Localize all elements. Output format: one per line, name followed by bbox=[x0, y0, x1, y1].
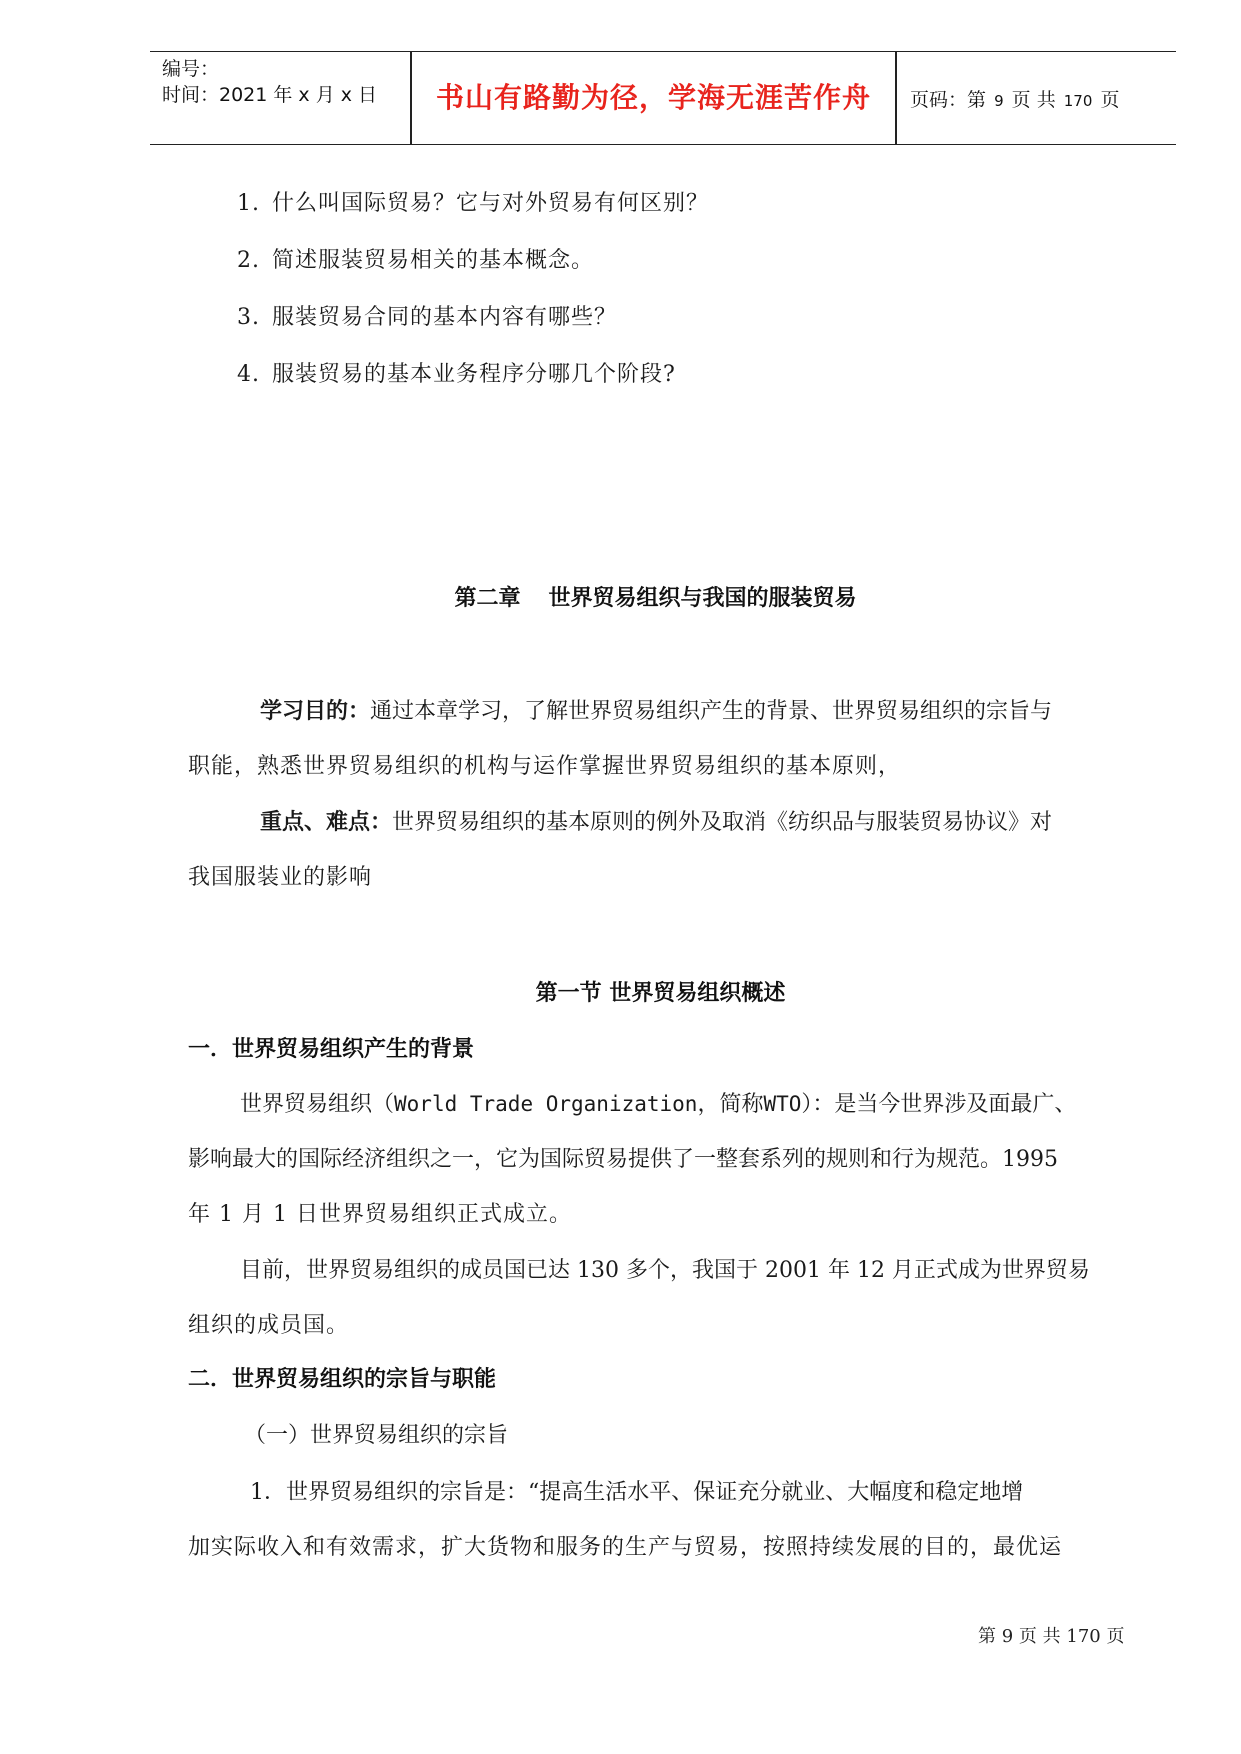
footer-page-current: 9 bbox=[1001, 1626, 1014, 1647]
page-label-mid: 页 共 bbox=[1011, 89, 1056, 111]
key-points-line: 我国服装业的影响 bbox=[188, 865, 373, 890]
key-points-label: 重点、难点： bbox=[260, 810, 393, 835]
paragraph-line: 目前，世界贸易组织的成员国已达 130 多个，我国于 2001 年 12 月正式成为世界贸易 bbox=[240, 1258, 1090, 1283]
paragraph-line: 1．世界贸易组织的宗旨是：“提高生活水平、保证充分就业、大幅度和稳定地增 bbox=[250, 1480, 1024, 1505]
page-label-suffix: 页 bbox=[1100, 89, 1120, 111]
header-motto: 书山有路勤为径，学海无涯苦作舟 bbox=[435, 81, 871, 114]
footer-page-total: 170 bbox=[1066, 1626, 1101, 1647]
paragraph-line: 年 1 月 1 日世界贸易组织正式成立。 bbox=[188, 1202, 572, 1227]
key-points-line: 重点、难点：世界贸易组织的基本原则的例外及取消《纺织品与服装贸易协议》对 bbox=[260, 810, 1053, 835]
header-page-number bbox=[910, 85, 1119, 112]
objectives-line: 学习目的：通过本章学习，了解世界贸易组织产生的背景、世界贸易组织的宗旨与 bbox=[260, 699, 1053, 724]
objectives-line: 职能，熟悉世界贸易组织的机构与运作掌握世界贸易组织的基本原则， bbox=[188, 754, 902, 779]
paragraph-line: 组织的成员国。 bbox=[188, 1313, 350, 1338]
chapter-title bbox=[0, 581, 1241, 612]
chapter-name: 世界贸易组织与我国的服装贸易 bbox=[548, 586, 857, 611]
paragraph-line: 世界贸易组织（World Trade Organization，简称WTO）：是当今世界涉及面最广、 bbox=[240, 1092, 1077, 1117]
page-current: 9 bbox=[994, 92, 1004, 110]
serial-label: 编号： bbox=[162, 58, 220, 80]
time-label: 时间：2021 年 x 月 x 日 bbox=[162, 84, 378, 106]
part-heading: 一．世界贸易组织产生的背景 bbox=[188, 1037, 475, 1062]
question-item: 2. 简述服装贸易相关的基本概念。 bbox=[237, 248, 595, 273]
section-title: 第一节 世界贸易组织概述 bbox=[535, 981, 786, 1006]
header-meta bbox=[162, 56, 377, 108]
objectives-label: 学习目的： bbox=[260, 699, 371, 724]
page-total: 170 bbox=[1063, 92, 1093, 110]
paragraph-line: 影响最大的国际经济组织之一，它为国际贸易提供了一整套系列的规则和行为规范。1995 bbox=[188, 1147, 1058, 1172]
sub-heading: （一）世界贸易组织的宗旨 bbox=[244, 1423, 509, 1448]
chapter-number: 第二章 bbox=[454, 586, 521, 611]
question-item: 1. 什么叫国际贸易？它与对外贸易有何区别？ bbox=[237, 191, 710, 216]
question-item: 3. 服装贸易合同的基本内容有哪些？ bbox=[237, 305, 618, 330]
page-label-prefix: 页码：第 bbox=[910, 89, 987, 111]
header-divider bbox=[895, 52, 897, 144]
page-footer: 第 9 页 共 170 页 bbox=[978, 1626, 1125, 1647]
page-header bbox=[150, 51, 1176, 145]
question-item: 4. 服装贸易的基本业务程序分哪几个阶段? bbox=[237, 362, 676, 387]
part-heading: 二．世界贸易组织的宗旨与职能 bbox=[188, 1367, 497, 1392]
paragraph-line: 加实际收入和有效需求，扩大货物和服务的生产与贸易，按照持续发展的目的，最优运 bbox=[188, 1535, 1063, 1560]
